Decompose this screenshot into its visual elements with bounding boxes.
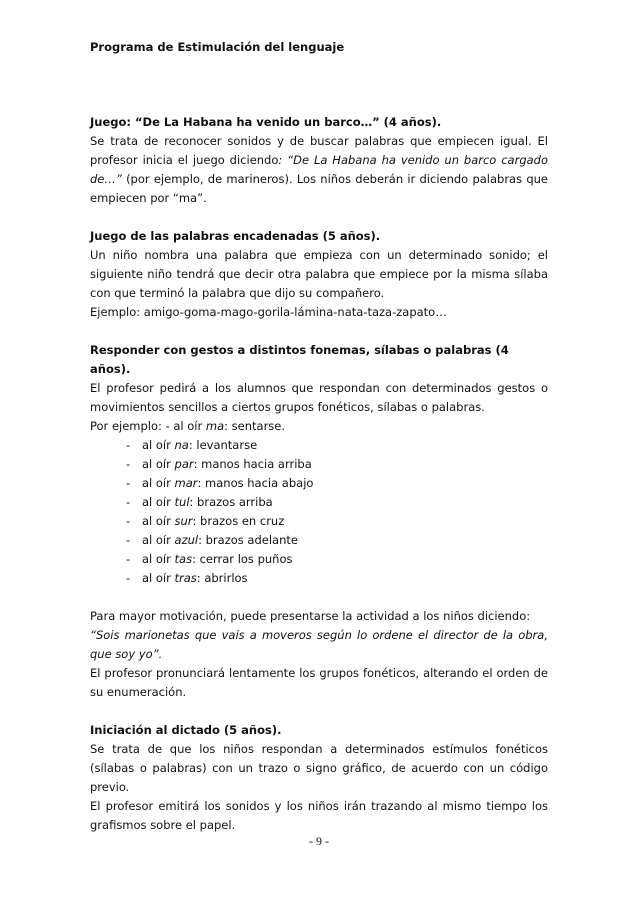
list-item — [90, 512, 548, 531]
italic-run: ma — [205, 419, 225, 433]
list-item-text: al oír par: manos hacia arriba — [142, 457, 312, 471]
section-paragraph: El profesor emitirá los sonidos y los niños irán trazando al mismo tiempo los grafismos sobre el papel. — [90, 799, 548, 832]
dash-bullet: - — [126, 571, 131, 585]
dash-bullet: - — [126, 476, 131, 490]
section-motivacion — [90, 607, 548, 702]
italic-run: : “De La Habana ha venido un barco cargado de…” — [90, 153, 548, 186]
text-run: Se trata de reconocer sonidos y de buscar palabras que empiecen igual. El profesor inicia el juego diciendo — [90, 134, 548, 167]
section-habana — [90, 113, 548, 208]
running-header: Programa de Estimulación del lenguaje — [90, 40, 345, 54]
dash-bullet: - — [126, 514, 131, 528]
section-paragraph: Para mayor motivación, puede presentarse la actividad a los niños diciendo: — [90, 609, 531, 623]
dash-bullet: - — [126, 552, 131, 566]
list-item — [90, 531, 548, 550]
list-item — [90, 455, 548, 474]
list-item-text: al oír tras: abrirlos — [142, 571, 248, 585]
dash-bullet: - — [126, 495, 131, 509]
list-item — [90, 550, 548, 569]
text-run: : sentarse. — [224, 419, 286, 433]
section-dictado — [90, 721, 548, 835]
gesture-list — [90, 436, 548, 588]
example-line: Ejemplo: amigo-goma-mago-gorila-lámina-nata-taza-zapato… — [90, 305, 447, 319]
list-item-text: al oír tas: cerrar los puños — [142, 552, 293, 566]
section-title: Responder con gestos a distintos fonemas, sílabas o palabras (4 años). — [90, 343, 509, 376]
list-item — [90, 436, 548, 455]
document-body — [90, 113, 548, 854]
list-item — [90, 474, 548, 493]
text-run: (por ejemplo, de marineros). Los niños deberán ir diciendo palabras que empiecen por “ma”. — [90, 172, 548, 205]
section-gestos — [90, 341, 548, 588]
text-run: Por ejemplo: - al oír — [90, 419, 206, 433]
section-paragraph: El profesor pedirá a los alumnos que respondan con determinados gestos o movimientos sencillos a ciertos grupos fonéticos, sílabas o palabras. — [90, 381, 548, 414]
list-item-text: al oír mar: manos hacia abajo — [142, 476, 314, 490]
list-item — [90, 569, 548, 588]
page-number: - 9 - — [309, 834, 329, 848]
dash-bullet: - — [126, 438, 131, 452]
dash-bullet: - — [126, 533, 131, 547]
list-item — [90, 493, 548, 512]
italic-paragraph — [90, 626, 548, 664]
list-item-text: al oír azul: brazos adelante — [142, 533, 298, 547]
dash-bullet: - — [126, 457, 131, 471]
section-title: Iniciación al dictado (5 años). — [90, 723, 282, 737]
list-item-text: al oír tul: brazos arriba — [142, 495, 273, 509]
italic-run: “Sois marionetas que vais a moveros según lo ordene el director de la obra, que soy yo”. — [90, 628, 548, 661]
list-item-text: al oír na: levantarse — [142, 438, 258, 452]
list-item-text: al oír sur: brazos en cruz — [142, 514, 285, 528]
section-paragraph: Un niño nombra una palabra que empieza con un determinado sonido; el siguiente niño tendrá que decir otra palabra que empiece por la misma sílaba con que terminó la palabra que dijo su compañero. — [90, 248, 548, 300]
section-encadenadas — [90, 227, 548, 322]
section-title: Juego de las palabras encadenadas (5 años). — [90, 229, 381, 243]
section-paragraph: Se trata de que los niños respondan a determinados estímulos fonéticos (sílabas o palabras) con un trazo o signo gráfico, de acuerdo con un código previo. — [90, 742, 548, 794]
section-paragraph: El profesor pronunciará lentamente los grupos fonéticos, alterando el orden de su enumeración. — [90, 666, 548, 699]
section-title: Juego: “De La Habana ha venido un barco…” (4 años). — [90, 115, 442, 129]
example-line — [90, 417, 548, 436]
section-paragraph — [90, 132, 548, 208]
